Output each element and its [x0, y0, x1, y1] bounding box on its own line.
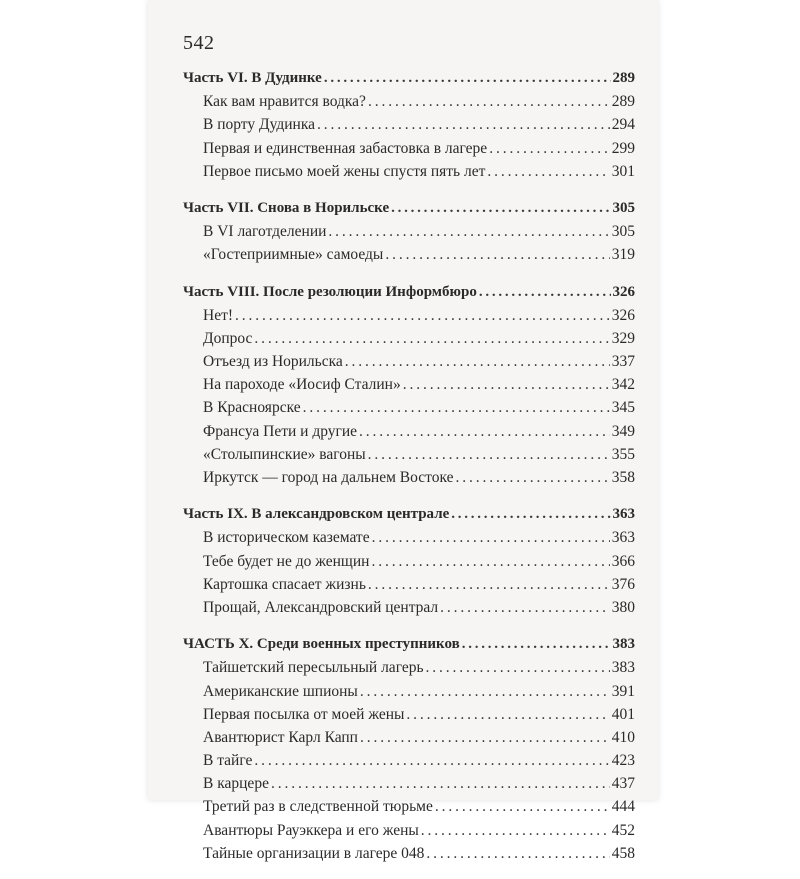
dot-leader	[368, 90, 610, 113]
toc-part-entry	[183, 633, 635, 656]
toc-chapter-entry	[183, 842, 635, 865]
toc-chapter-entry-title: В тайге	[203, 752, 253, 770]
toc-chapter-entry	[183, 113, 635, 136]
dot-leader	[487, 160, 609, 183]
dot-leader	[489, 137, 610, 160]
toc-chapter-entry-title: Картошка спасает жизнь	[203, 575, 366, 593]
toc-chapter-entry-title: Иркутск — город на дальнем Востоке	[203, 469, 454, 486]
toc-part-entry	[183, 281, 635, 304]
dot-leader	[406, 703, 609, 726]
toc-section	[183, 197, 635, 267]
toc-chapter-entry-title: В VI лаготделении	[203, 223, 327, 241]
page-number: 542	[183, 32, 215, 54]
toc-chapter-entry	[183, 243, 635, 266]
toc-chapter-entry-title: В карцере	[203, 775, 269, 793]
toc-chapter-entry-page-number: 401	[611, 705, 635, 723]
toc-chapter-entry	[183, 573, 635, 596]
toc-section	[183, 633, 635, 865]
dot-leader	[254, 327, 609, 350]
dot-leader	[328, 220, 609, 243]
toc-chapter-entry-title: Допрос	[203, 329, 253, 347]
toc-chapter-entry	[183, 160, 635, 183]
toc-chapter-entry-page-number: 452	[611, 821, 635, 839]
toc-chapter-entry-page-number: 355	[611, 445, 635, 463]
toc-chapter-entry-page-number: 444	[611, 798, 635, 816]
toc-chapter-entry-page-number: 358	[611, 469, 635, 486]
dot-leader	[462, 633, 611, 656]
dot-leader	[360, 726, 610, 749]
dot-leader	[371, 550, 609, 573]
toc-chapter-entry-page-number: 410	[611, 728, 635, 746]
dot-leader	[368, 443, 610, 466]
toc-chapter-entry-page-number: 342	[611, 376, 635, 394]
toc-chapter-entry	[183, 137, 635, 160]
toc-chapter-entry-page-number: 366	[611, 552, 635, 570]
dot-leader	[372, 526, 610, 549]
toc-part-entry-page-number: 363	[612, 506, 635, 523]
toc-section	[183, 67, 635, 183]
dot-leader	[391, 197, 610, 220]
toc-chapter-entry-title: В историческом каземате	[203, 529, 370, 547]
toc-chapter-entry	[183, 550, 635, 573]
toc-chapter-entry	[183, 466, 635, 489]
toc-chapter-entry-title: Первая и единственная забастовка в лагере	[203, 139, 488, 157]
toc-chapter-entry-title: Первое письмо моей жены спустя пять лет	[203, 162, 486, 180]
dot-leader	[435, 795, 610, 818]
toc-chapter-entry-page-number: 349	[611, 422, 635, 440]
toc-chapter-entry	[183, 420, 635, 443]
toc-chapter-entry-title: Прощай, Александровский централ	[203, 598, 439, 616]
toc-chapter-entry-title: Нет!	[203, 306, 234, 324]
toc-chapter-entry-page-number: 294	[611, 116, 635, 134]
toc-chapter-entry	[183, 749, 635, 772]
toc-chapter-entry-page-number: 299	[611, 139, 635, 157]
dot-leader	[403, 373, 610, 396]
toc-chapter-entry	[183, 350, 635, 373]
toc-chapter-entry-title: Как вам нравится водка?	[203, 93, 366, 111]
toc-chapter-entry	[183, 373, 635, 396]
toc-part-entry-page-number: 383	[612, 636, 635, 653]
toc-chapter-entry-title: В Красноярске	[203, 399, 301, 417]
toc-chapter-entry-page-number: 301	[611, 162, 635, 180]
toc-section	[183, 503, 635, 619]
toc-chapter-entry-page-number: 345	[611, 399, 635, 417]
toc-chapter-entry-title: Франсуа Пети и другие	[203, 422, 358, 440]
toc-chapter-entry-page-number: 329	[611, 329, 635, 347]
toc-chapter-entry	[183, 703, 635, 726]
toc-chapter-entry-page-number: 423	[611, 752, 635, 770]
dot-leader	[385, 243, 609, 266]
toc-chapter-entry-title: Тайшетский пересыльный лагерь	[203, 659, 424, 677]
toc-chapter-entry-title: «Гостеприимные» самоеды	[203, 246, 384, 264]
toc-chapter-entry-title: Авантюрист Карл Капп	[203, 728, 358, 746]
dot-leader	[254, 749, 609, 772]
toc-chapter-entry-page-number: 319	[611, 246, 635, 264]
dot-leader	[426, 842, 609, 865]
toc-chapter-entry-page-number: 437	[611, 775, 635, 793]
dot-leader	[303, 396, 610, 419]
toc-chapter-entry	[183, 220, 635, 243]
toc-chapter-entry-page-number: 376	[611, 575, 635, 593]
toc-part-entry-title: Часть VIII. После резолюции Информбюро	[183, 283, 477, 300]
toc-chapter-entry-title: Американские шпионы	[203, 682, 358, 700]
toc-chapter-entry-title: В порту Дудинка	[203, 116, 315, 134]
toc-part-entry	[183, 197, 635, 220]
toc-chapter-entry-title: На пароходе «Иосиф Сталин»	[203, 376, 401, 394]
toc-chapter-entry-title: Третий раз в следственной тюрьме	[203, 798, 433, 816]
table-of-contents	[183, 67, 635, 879]
dot-leader	[421, 819, 610, 842]
toc-chapter-entry	[183, 795, 635, 818]
toc-chapter-entry-title: Тебе будет не до женщин	[203, 552, 370, 570]
toc-section	[183, 281, 635, 490]
toc-chapter-entry	[183, 443, 635, 466]
toc-chapter-entry-page-number: 391	[611, 682, 635, 700]
toc-chapter-entry-title: Авантюры Рауэккера и его жены	[203, 821, 419, 839]
toc-part-entry-title: ЧАСТЬ X. Среди военных преступников	[183, 636, 460, 653]
dot-leader	[451, 503, 610, 526]
toc-chapter-entry	[183, 656, 635, 679]
dot-leader	[345, 350, 610, 373]
dot-leader	[317, 113, 610, 136]
toc-chapter-entry	[183, 526, 635, 549]
toc-part-entry	[183, 67, 635, 90]
toc-chapter-entry-title: Отъезд из Норильска	[203, 353, 343, 371]
toc-chapter-entry	[183, 596, 635, 619]
toc-chapter-entry-page-number: 289	[611, 93, 635, 111]
dot-leader	[455, 466, 609, 489]
toc-part-entry-title: Часть VI. В Дудинке	[183, 70, 322, 86]
toc-part-entry-page-number: 326	[612, 283, 635, 300]
dot-leader	[324, 67, 611, 90]
toc-chapter-entry-page-number: 363	[611, 529, 635, 547]
toc-chapter-entry	[183, 726, 635, 749]
toc-chapter-entry	[183, 680, 635, 703]
dot-leader	[235, 304, 610, 327]
toc-chapter-entry	[183, 819, 635, 842]
toc-chapter-entry	[183, 327, 635, 350]
toc-chapter-entry-title: Первая посылка от моей жены	[203, 705, 405, 723]
toc-chapter-entry	[183, 90, 635, 113]
toc-chapter-entry	[183, 396, 635, 419]
toc-chapter-entry-page-number: 337	[611, 353, 635, 371]
toc-chapter-entry	[183, 304, 635, 327]
toc-chapter-entry-title: Тайные организации в лагере 048	[203, 844, 425, 862]
toc-chapter-entry-page-number: 458	[611, 844, 635, 862]
toc-part-entry	[183, 503, 635, 526]
dot-leader	[426, 656, 610, 679]
dot-leader	[440, 596, 610, 619]
toc-part-entry-title: Часть VII. Снова в Норильске	[183, 199, 390, 216]
dot-leader	[360, 680, 610, 703]
toc-part-entry-page-number: 305	[612, 199, 635, 216]
toc-chapter-entry-title: «Столыпинские» вагоны	[203, 445, 366, 463]
toc-chapter-entry-page-number: 380	[611, 598, 635, 616]
toc-part-entry-title: Часть IX. В александровском централе	[183, 506, 450, 523]
toc-part-entry-page-number: 289	[612, 70, 635, 86]
dot-leader	[359, 420, 610, 443]
dot-leader	[368, 573, 610, 596]
toc-chapter-entry-page-number: 326	[611, 306, 635, 324]
dot-leader	[271, 772, 610, 795]
toc-chapter-entry-page-number: 383	[611, 659, 635, 677]
toc-chapter-entry-page-number: 305	[611, 223, 635, 241]
toc-chapter-entry	[183, 772, 635, 795]
dot-leader	[479, 281, 611, 304]
